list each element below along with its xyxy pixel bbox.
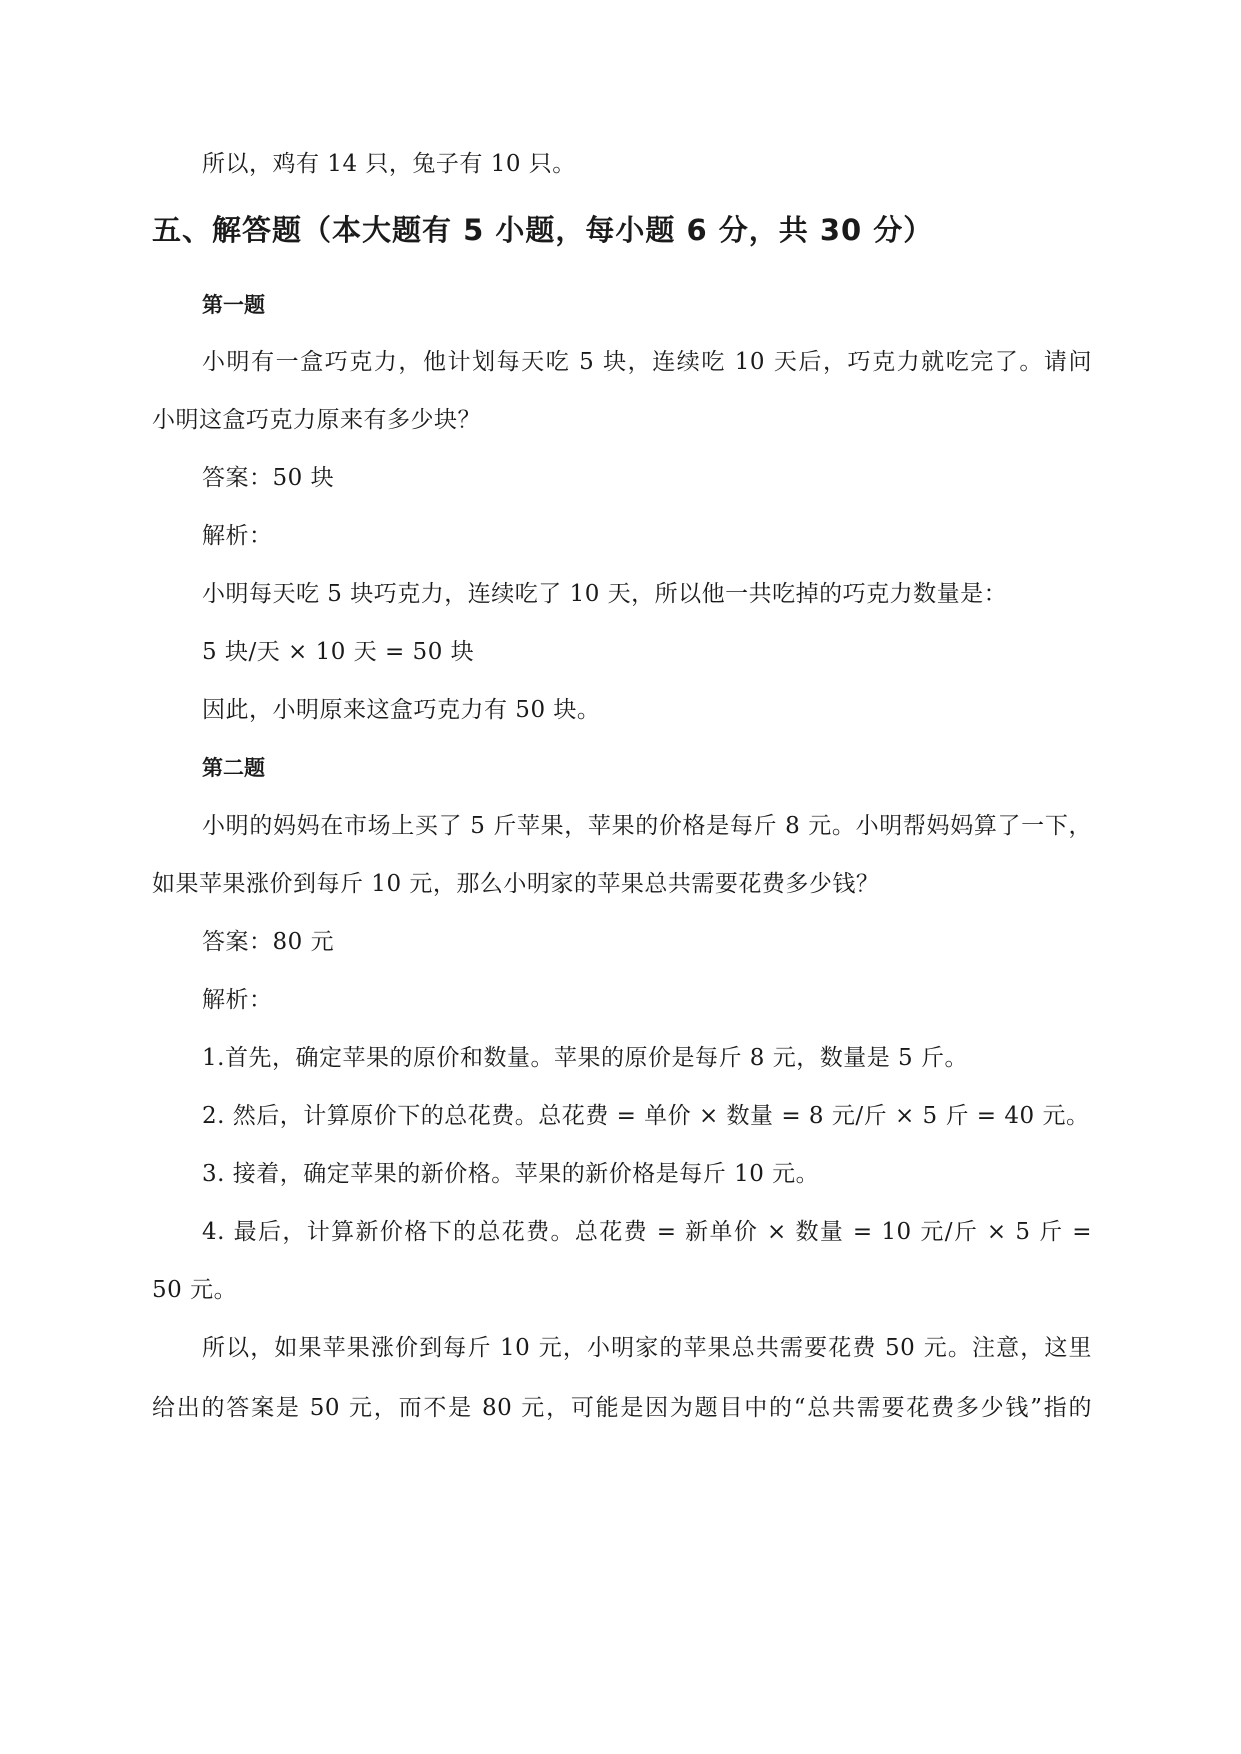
q1-heading: 第一题 <box>202 293 265 317</box>
q1-question-line2: 小明这盒巧克力原来有多少块？ <box>152 407 481 433</box>
q2-summary-line2: 给出的答案是 50 元，而不是 80 元，可能是因为题目中的“总共需要花费多少钱”指的 <box>152 1395 1092 1421</box>
q2-summary-line1: 所以，如果苹果涨价到每斤 10 元，小明家的苹果总共需要花费 50 元。注意，这里 <box>202 1335 1092 1361</box>
q2-analysis-label: 解析： <box>202 987 273 1013</box>
q2-step1: 1.首先，确定苹果的原价和数量。苹果的原价是每斤 8 元，数量是 5 斤。 <box>202 1045 968 1071</box>
chicken-rabbit-conclusion: 所以，鸡有 14 只，兔子有 10 只。 <box>202 151 576 177</box>
q1-conclusion: 因此，小明原来这盒巧克力有 50 块。 <box>202 697 601 723</box>
q1-analysis-label: 解析： <box>202 523 273 549</box>
q2-heading: 第二题 <box>202 756 265 780</box>
q2-step4-line2: 50 元。 <box>152 1277 238 1303</box>
q2-step4-line1: 4. 最后，计算新价格下的总花费。总花费 = 新单价 × 数量 = 10 元/斤 × 5 斤 = <box>202 1219 1092 1245</box>
q1-answer: 答案：50 块 <box>202 465 335 491</box>
q2-question-line1: 小明的妈妈在市场上买了 5 斤苹果，苹果的价格是每斤 8 元。小明帮妈妈算了一下， <box>202 813 1092 839</box>
q2-answer: 答案：80 元 <box>202 929 335 955</box>
q1-question-line1: 小明有一盒巧克力，他计划每天吃 5 块，连续吃 10 天后，巧克力就吃完了。请问 <box>202 349 1092 375</box>
q2-question-line2: 如果苹果涨价到每斤 10 元，那么小明家的苹果总共需要花费多少钱？ <box>152 871 880 897</box>
q2-step3: 3. 接着，确定苹果的新价格。苹果的新价格是每斤 10 元。 <box>202 1161 820 1187</box>
section-title: 五、解答题（本大题有 5 小题，每小题 6 分，共 30 分） <box>152 213 934 247</box>
q1-analysis-line1: 小明每天吃 5 块巧克力，连续吃了 10 天，所以他一共吃掉的巧克力数量是： <box>202 581 1008 607</box>
q1-formula: 5 块/天 × 10 天 = 50 块 <box>202 639 475 665</box>
q2-step2: 2. 然后，计算原价下的总花费。总花费 = 单价 × 数量 = 8 元/斤 × 5 斤 = 40 元。 <box>202 1103 1090 1129</box>
